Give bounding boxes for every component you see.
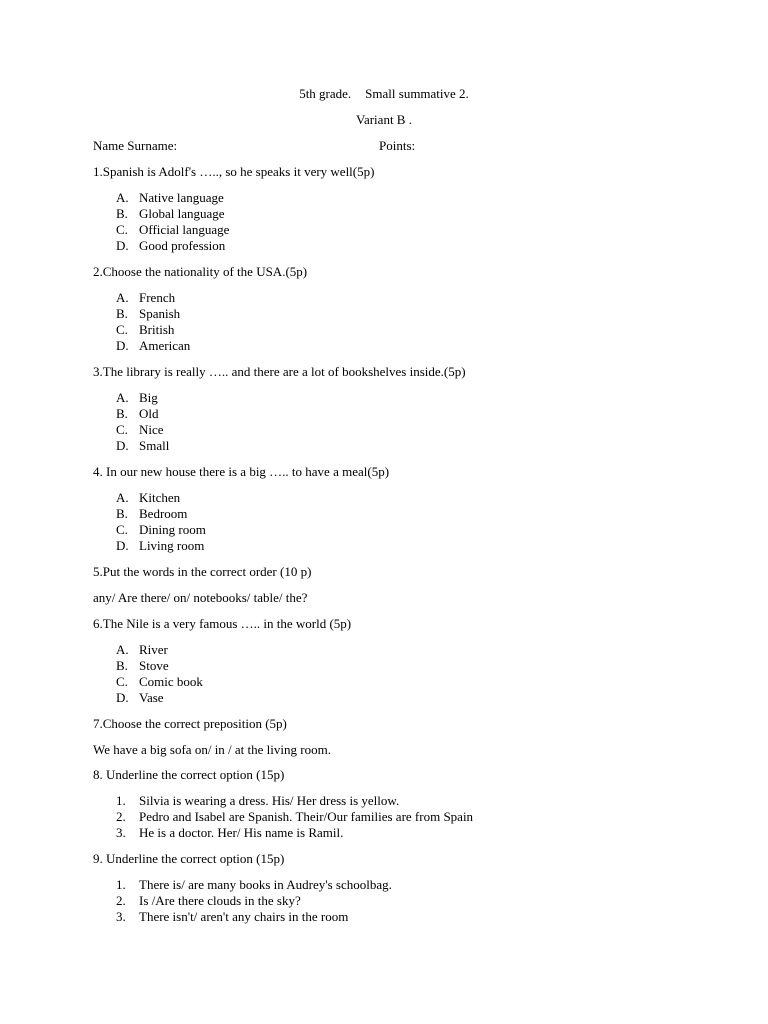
- option-marker: B.: [116, 506, 128, 521]
- option-text: River: [139, 642, 168, 657]
- option-marker: 2.: [116, 809, 126, 824]
- option-marker: A.: [116, 490, 129, 505]
- option-marker: C.: [116, 322, 128, 337]
- question-5-text: 5.Put the words in the correct order (10 p): [93, 564, 312, 579]
- option-marker: 3.: [116, 909, 126, 924]
- option-text: Kitchen: [139, 490, 181, 505]
- name-surname-label: Name Surname:: [93, 138, 178, 153]
- option-text: Vase: [139, 690, 164, 705]
- option-marker: C.: [116, 674, 128, 689]
- option-text: Bedroom: [139, 506, 188, 521]
- option-text: Is /Are there clouds in the sky?: [139, 893, 301, 908]
- question-6-text: 6.The Nile is a very famous ….. in the world (5p): [93, 616, 352, 631]
- question-1-text: 1.Spanish is Adolf's ….., so he speaks it very well(5p): [93, 164, 375, 179]
- question-4-text: 4. In our new house there is a big ….. to have a meal(5p): [93, 464, 390, 479]
- option-marker: D.: [116, 338, 129, 353]
- option-marker: D.: [116, 438, 129, 453]
- option-text: Global language: [139, 206, 225, 221]
- variant-label: Variant B .: [356, 112, 412, 127]
- option-text: Official language: [139, 222, 230, 237]
- option-marker: A.: [116, 190, 129, 205]
- document-header: [0, 86, 768, 102]
- option-text: Old: [139, 406, 159, 421]
- option-marker: C.: [116, 422, 128, 437]
- option-marker: D.: [116, 690, 129, 705]
- option-text: Stove: [139, 658, 169, 673]
- option-marker: B.: [116, 206, 128, 221]
- option-text: American: [139, 338, 191, 353]
- option-marker: A.: [116, 290, 129, 305]
- option-marker: C.: [116, 522, 128, 537]
- option-text: Pedro and Isabel are Spanish. Their/Our families are from Spain: [139, 809, 474, 824]
- option-text: There isn't/ aren't any chairs in the room: [139, 909, 349, 924]
- question-5-prompt: any/ Are there/ on/ notebooks/ table/ the?: [93, 590, 308, 605]
- option-text: British: [139, 322, 175, 337]
- option-text: Dining room: [139, 522, 206, 537]
- student-info-line: [93, 138, 693, 154]
- question-3-text: 3.The library is really ….. and there are a lot of bookshelves inside.(5p): [93, 364, 466, 379]
- option-text: Good profession: [139, 238, 226, 253]
- option-text: There is/ are many books in Audrey's schoolbag.: [139, 877, 392, 892]
- option-marker: 1.: [116, 877, 126, 892]
- option-marker: 3.: [116, 825, 126, 840]
- question-9-text: 9. Underline the correct option (15p): [93, 851, 285, 866]
- option-text: Silvia is wearing a dress. His/ Her dress is yellow.: [139, 793, 400, 808]
- question-7-prompt: We have a big sofa on/ in / at the living room.: [93, 742, 331, 757]
- option-marker: B.: [116, 658, 128, 673]
- test-title: Small summative 2.: [365, 86, 469, 101]
- option-marker: C.: [116, 222, 128, 237]
- option-text: Spanish: [139, 306, 181, 321]
- question-8-text: 8. Underline the correct option (15p): [93, 767, 285, 782]
- option-marker: B.: [116, 306, 128, 321]
- option-marker: A.: [116, 642, 129, 657]
- points-label: Points:: [379, 138, 416, 153]
- option-marker: 1.: [116, 793, 126, 808]
- option-text: Comic book: [139, 674, 203, 689]
- option-marker: 2.: [116, 893, 126, 908]
- option-text: Big: [139, 390, 158, 405]
- option-text: Native language: [139, 190, 224, 205]
- option-marker: D.: [116, 538, 129, 553]
- option-text: He is a doctor. Her/ His name is Ramil.: [139, 825, 344, 840]
- option-text: Living room: [139, 538, 205, 553]
- question-2-text: 2.Choose the nationality of the USA.(5p): [93, 264, 308, 279]
- option-text: Nice: [139, 422, 164, 437]
- grade-label: 5th grade.: [299, 86, 352, 101]
- option-marker: B.: [116, 406, 128, 421]
- option-text: French: [139, 290, 176, 305]
- option-text: Small: [139, 438, 170, 453]
- question-7-text: 7.Choose the correct preposition (5p): [93, 716, 287, 731]
- option-marker: A.: [116, 390, 129, 405]
- option-marker: D.: [116, 238, 129, 253]
